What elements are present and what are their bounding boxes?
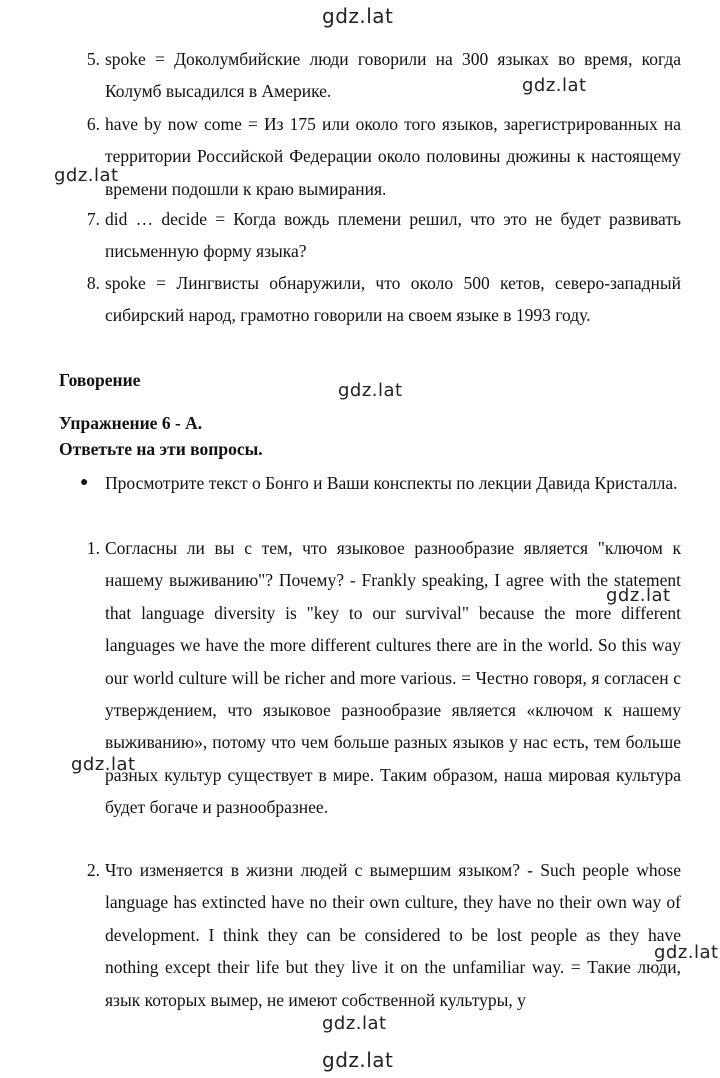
item-text: Согласны ли вы с тем, что языковое разнообразие является "ключом к нашему выживанию"? Почему? - Frankly speaking, I agree with the statement that language diversity is "key to our survival" because the more different languages we have the more different cultures there are in the world. So this way our world culture will be richer and more various. = Честно говоря, я согласен с утверждением, что языковое разнообразие является «ключом к нашему выживанию», потому что чем больше разных языков у нас есть, тем больше разных культур существует в мире. Таким образом, наша мировая культура будет богаче и разнообразнее. [105,538,681,818]
watermark: gdz.lat [54,165,119,186]
exercise-subtitle: Ответьте на эти вопросы. [59,439,263,459]
item-number: 7. [86,209,100,229]
watermark: gdz.lat [322,1013,387,1034]
bullet-text: Просмотрите текст о Бонго и Ваши конспекты по лекции Давида Кристалла. [105,473,678,493]
watermark: gdz.lat [71,754,136,775]
item-text: Что изменяется в жизни людей с вымершим языком? - Such people whose language has extincted have no their own culture, they have no their own way of development. I think they can be considered to be lost people as they have nothing except their life but they live it on the unfamiliar way. = Такие люди, язык которых вымер, не имеют собственной культуры, у [105,860,681,1010]
watermark: gdz.lat [322,1048,394,1072]
watermark: gdz.lat [322,4,394,28]
item-text: have by now come = Из 175 или около того языков, зарегистрированных на территории Российской Федерации около половины дюжины к настоящему времени подошли к краю вымирания. [105,114,681,199]
item-number: 6. [86,114,100,134]
watermark: gdz.lat [654,942,719,963]
section-title: Говорение [59,370,141,390]
item-number: 1. [86,538,100,558]
item-text: spoke = Лингвисты обнаружили, что около 500 кетов, северо-западный сибирский народ, грамотно говорили на своем языке в 1993 году. [105,273,681,326]
item-number: 2. [86,860,100,880]
watermark: gdz.lat [522,75,587,96]
exercise-title: Упражнение 6 - А. [59,413,203,433]
item-number: 5. [86,49,100,69]
watermark: gdz.lat [338,380,403,401]
watermark: gdz.lat [606,585,671,606]
item-number: 8. [86,273,100,293]
item-text: spoke = Доколумбийские люди говорили на 300 языках во время, когда Колумб высадился в Америке. [105,49,681,102]
bullet-icon: ● [80,475,89,490]
item-text: did … decide = Когда вождь племени решил, что это не будет развивать письменную форму языка? [105,209,681,262]
